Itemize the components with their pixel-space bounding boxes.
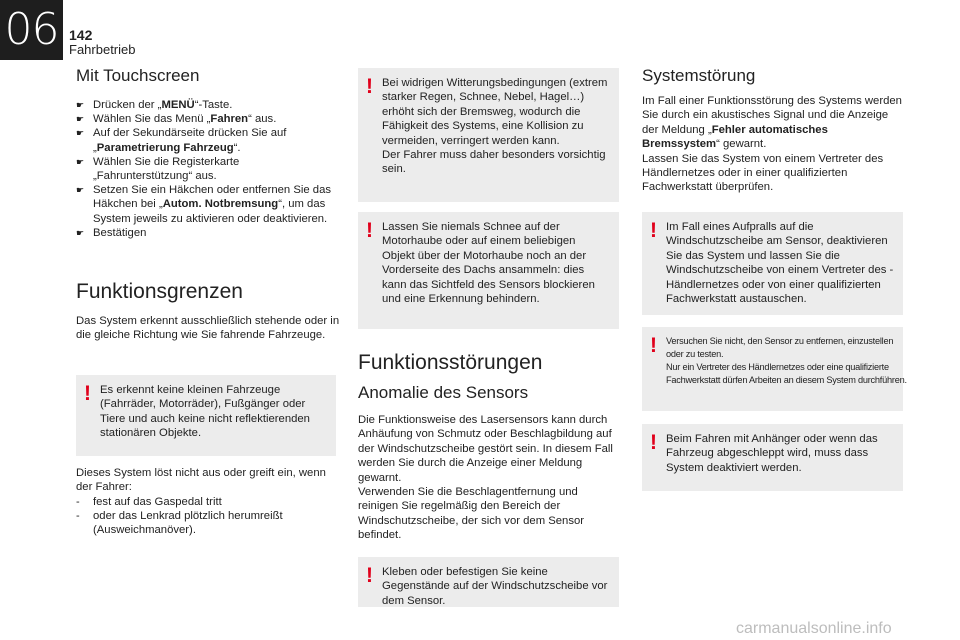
system-text: Im Fall einer Funktionsstörung des Systems werden Sie durch ein akustisches Signal und die Anzeige der Meldung „Fehler automatisches Bremssystem“ gewarnt. (642, 95, 902, 151)
sensor-text-block (358, 413, 620, 543)
watermark: carmanualsonline.info (736, 620, 892, 637)
list-item: ☛ Setzen Sie ein Häkchen oder entfernen Sie das Häkchen bei „Autom. Notbremsung“, um das System jeweils zu aktivieren oder deaktivieren. (76, 184, 332, 225)
pointing-finger-icon: ☛ (76, 100, 85, 110)
list-item: - fest auf das Gaspedal tritt (76, 496, 222, 508)
pointing-finger-icon: ☛ (76, 156, 85, 167)
sensor-text: Die Funktionsweise des Lasersensors kann durch Anhäufung von Schmutz oder Beschlagbildung auf der Windschutzscheibe gestört sein. In diesem Fall werden Sie durch die Anzeige einer Meldung gewarnt. (358, 414, 613, 484)
touchscreen-steps (76, 98, 338, 240)
warning-box-weather (358, 68, 619, 202)
malfunctions-heading: Funktionsstörungen (358, 351, 543, 374)
pointing-finger-icon: ☛ (76, 185, 85, 196)
pointing-finger-icon: ☛ (76, 114, 85, 125)
chapter-number-box: 06 (0, 0, 63, 60)
list-item: - oder das Lenkrad plötzlich herumreißt (Ausweichmanöver). (76, 510, 283, 537)
warning-text: Kleben oder befestigen Sie keine Gegenstände auf der Windschutzscheibe vor dem Sensor. (382, 566, 608, 607)
system-text: Lassen Sie das System von einem Vertreter des Händlernetzes oder in einer qualifizierten Fachwerkstatt überprüfen. (642, 152, 884, 194)
warning-text: Im Fall eines Aufpralls auf die Windschutzscheibe am Sensor, deaktivieren Sie das System und lassen Sie die Windschutzscheibe von einem Vertreter des -Händlernetzes oder von einer qualifizierten Fachwerkstatt austauschen. (666, 221, 894, 306)
exclamation-icon: ! (366, 75, 373, 98)
exclamation-icon: ! (650, 431, 657, 454)
warning-text: Nur ein Vertreter des Händlernetzes oder eine qualifizierte (666, 362, 889, 373)
sensor-heading: Anomalie des Sensors (358, 383, 529, 402)
sensor-text: Verwenden Sie die Beschlagentfernung und reinigen Sie regelmäßig den Bereich der Windschutzscheibe, der sich vor dem Sensor befindet. (358, 486, 585, 542)
warning-box-trailer (642, 424, 903, 491)
list-item: ☛ Auf der Sekundärseite drücken Sie auf „Parametrierung Fahrzeug“. (76, 127, 287, 154)
pointing-finger-icon: ☛ (76, 227, 85, 238)
warning-box-limits (76, 375, 336, 456)
exclamation-icon: ! (650, 219, 657, 242)
warning-text: Lassen Sie niemals Schnee auf der Motorhaube oder auf einem beliebigen Objekt über der Motorhaube noch an der Vorderseite des Dachs ansammeln: dies kann das Sichtfeld des Sensors blockieren und eine Erkennung behindern. (382, 221, 595, 306)
pointing-finger-icon: ☛ (76, 128, 85, 139)
warning-text: Fachwerkstatt dürfen Arbeiten an diesem System durchführen. (666, 375, 907, 386)
warning-text: Bei widrigen Witterungsbedingungen (extrem starker Regen, Schnee, Nebel, Hagel…) erhöht sich der Bremsweg, wodurch die Fähigkeit des Systems, eine Kollision zu vermeiden, verringert werden kann. (382, 77, 608, 147)
warning-box-sensor-service (642, 327, 907, 411)
limits-text: Das System erkennt ausschließlich stehende oder in die gleiche Richtung wie Sie fahrende Fahrzeuge. (76, 315, 340, 342)
warning-text: Es erkennt keine kleinen Fahrzeuge (Fahrräder, Motorräder), Fußgänger oder Tiere und auch keine nicht reflektierenden stationären Objekte. (100, 384, 310, 440)
section-title: Fahrbetrieb (69, 42, 136, 57)
page-number: 142 (69, 27, 93, 43)
exclamation-icon: ! (366, 564, 373, 587)
trigger-text: Dieses System löst nicht aus oder greift ein, wenn der Fahrer: (76, 467, 326, 494)
warning-box-sticker (358, 557, 619, 607)
list-item: ☛ Bestätigen (76, 226, 147, 239)
warning-text: oder zu testen. (666, 349, 724, 360)
list-item: ☛ Wählen Sie die Registerkarte „Fahrunterstützung“ aus. (76, 155, 240, 183)
touchscreen-heading: Mit Touchscreen (76, 66, 200, 85)
warning-text: Beim Fahren mit Anhänger oder wenn das Fahrzeug abgeschleppt wird, muss dass System deaktiviert werden. (666, 433, 878, 474)
exclamation-icon: ! (366, 219, 373, 242)
list-item: ☛ Drücken der „MENÜ“-Taste. (76, 99, 233, 111)
warning-text: Der Fahrer muss daher besonders vorsichtig sein. (382, 149, 606, 176)
limits-heading: Funktionsgrenzen (76, 280, 243, 303)
warning-text: Versuchen Sie nicht, den Sensor zu entfernen, einzustellen (666, 336, 894, 347)
trigger-list (76, 495, 316, 538)
column-1 (76, 66, 338, 240)
system-heading: Systemstörung (642, 66, 756, 85)
system-text-block (642, 94, 904, 195)
exclamation-icon: ! (650, 334, 657, 357)
warning-box-impact (642, 212, 903, 315)
exclamation-icon: ! (84, 382, 91, 405)
warning-box-snow (358, 212, 619, 329)
list-item: ☛ Wählen Sie das Menü „Fahren“ aus. (76, 113, 277, 126)
